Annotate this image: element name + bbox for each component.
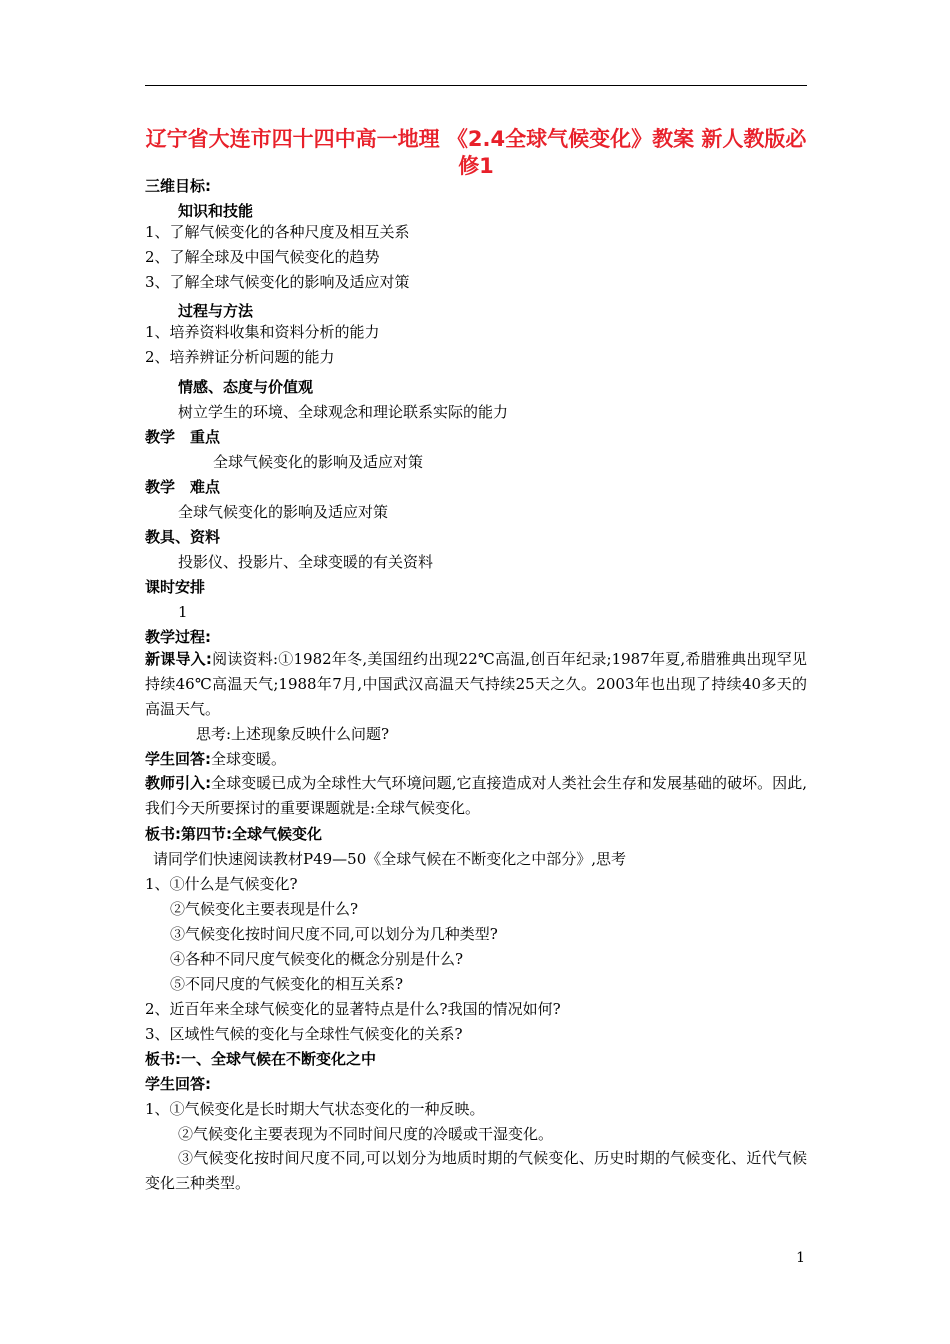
- answer-1-label: 学生回答:: [145, 750, 211, 768]
- tools-text: 投影仪、投影片、全球变暖的有关资料: [178, 553, 434, 571]
- teacher-text: 全球变暖已成为全球性大气环境问题,它直接造成对人类社会生存和发展基础的破坏。因此,我们今天所要探讨的重要课题就是:全球气候变化。: [145, 774, 808, 817]
- question-1: 1、①什么是气候变化?: [145, 875, 298, 893]
- difficulty-text: 全球气候变化的影响及适应对策: [178, 503, 389, 521]
- answer-2-label: 学生回答:: [145, 1075, 211, 1093]
- header-rule: [145, 85, 807, 86]
- intro-paragraph: [145, 647, 807, 722]
- knowledge-heading: 知识和技能: [178, 202, 254, 220]
- tools-heading: 教具、资料: [145, 528, 221, 546]
- knowledge-item-2: 2、了解全球及中国气候变化的趋势: [145, 248, 380, 266]
- hours-value: 1: [178, 603, 188, 621]
- process2-heading: 教学过程:: [145, 628, 211, 646]
- goals-heading: 三维目标:: [145, 177, 211, 195]
- knowledge-item-1: 1、了解气候变化的各种尺度及相互关系: [145, 223, 410, 241]
- process-heading: 过程与方法: [178, 302, 254, 320]
- key-text: 全球气候变化的影响及适应对策: [213, 453, 424, 471]
- emotion-heading: 情感、态度与价值观: [178, 378, 314, 396]
- think-question: 思考:上述现象反映什么问题?: [196, 725, 390, 743]
- answer-item-1c: ③气候变化按时间尺度不同,可以划分为地质时期的气候变化、历史时期的气候变化、近代气候变化三种类型。: [145, 1149, 807, 1192]
- answer-item-1b: ②气候变化主要表现为不同时间尺度的冷暖或干湿变化。: [178, 1125, 554, 1143]
- question-3: 3、区域性气候的变化与全球性气候变化的关系?: [145, 1025, 463, 1043]
- question-1e: ⑤不同尺度的气候变化的相互关系?: [170, 975, 404, 993]
- read-instruction: 请同学们快速阅读教材P49—50《全球气候在不断变化之中部分》,思考: [153, 850, 627, 868]
- answer-1: [145, 748, 807, 770]
- difficulty-heading: 教学 难点: [145, 478, 221, 496]
- hours-heading: 课时安排: [145, 578, 206, 596]
- question-1c: ③气候变化按时间尺度不同,可以划分为几种类型?: [170, 925, 498, 943]
- board-1: 板书:第四节:全球气候变化: [145, 825, 322, 843]
- document-title: 辽宁省大连市四十四中高一地理 《2.4全球气候变化》教案 新人教版必修1: [145, 127, 807, 178]
- question-2: 2、近百年来全球气候变化的显著特点是什么?我国的情况如何?: [145, 1000, 561, 1018]
- board-2: 板书:一、全球气候在不断变化之中: [145, 1050, 377, 1068]
- page-number: 1: [796, 1250, 805, 1266]
- emotion-text: 树立学生的环境、全球观念和理论联系实际的能力: [178, 403, 509, 421]
- answer-1-text: 全球变暖。: [211, 750, 287, 768]
- key-heading: 教学 重点: [145, 428, 221, 446]
- intro-label: 新课导入:: [145, 650, 212, 668]
- answer-item-1: 1、①气候变化是长时期大气状态变化的一种反映。: [145, 1100, 485, 1118]
- teacher-label: 教师引入:: [145, 774, 212, 792]
- question-1b: ②气候变化主要表现是什么?: [170, 900, 359, 918]
- knowledge-item-3: 3、了解全球气候变化的影响及适应对策: [145, 273, 410, 291]
- process-item-1: 1、培养资料收集和资料分析的能力: [145, 323, 380, 341]
- teacher-intro: [145, 771, 807, 821]
- process-item-2: 2、培养辨证分析问题的能力: [145, 348, 335, 366]
- intro-text: 阅读资料:①1982年冬,美国纽约出现22℃高温,创百年纪录;1987年夏,希腊雅典出现罕见持续46℃高温天气;1988年7月,中国武汉高温天气持续25天之久。2003年也出现了持续40多天的高温天气。: [145, 650, 807, 718]
- question-1d: ④各种不同尺度气候变化的概念分别是什么?: [170, 950, 464, 968]
